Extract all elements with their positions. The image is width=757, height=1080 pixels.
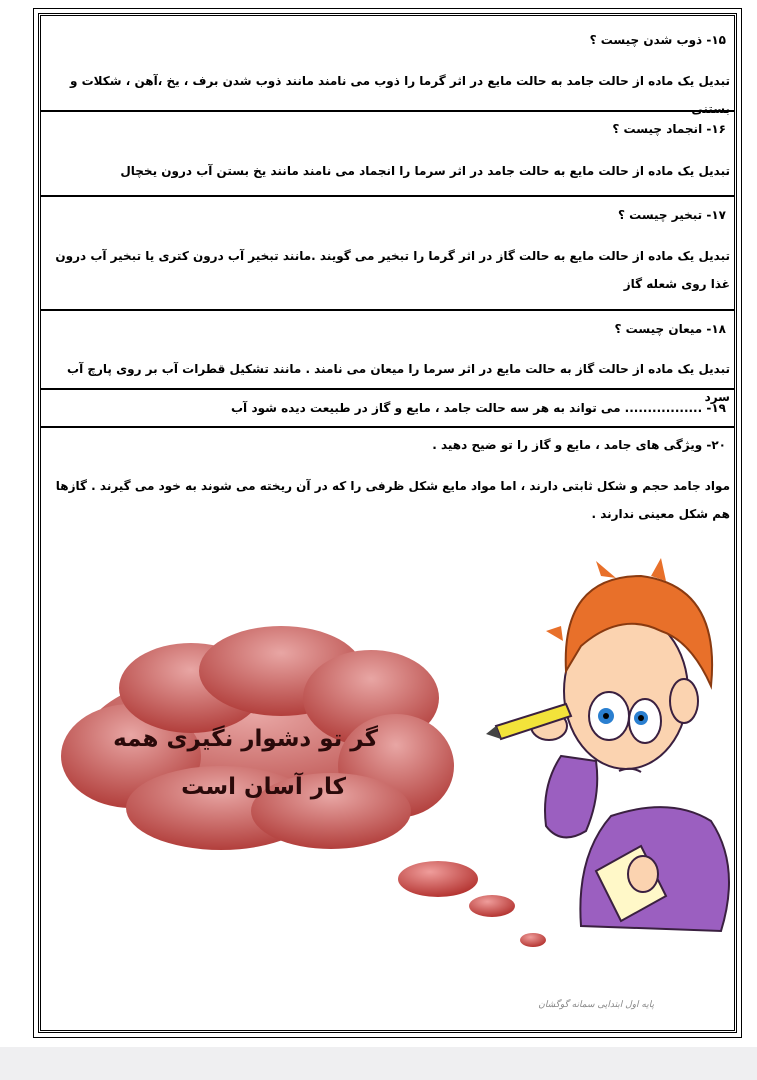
- worksheet-frame: [33, 8, 742, 1038]
- thinking-boy-illustration: [486, 558, 729, 931]
- page-bottom-strip: [0, 1047, 757, 1080]
- question-20-answer: مواد جامد حجم و شکل ثابتی دارند ، اما مواد مایع شکل ظرفی را که در آن ریخته می شوند به خود می گیرند . گازها هم شکل معینی ندارند .: [55, 479, 730, 521]
- thought-bubble-medium: [469, 895, 515, 917]
- question-18-answer: تبدیل یک ماده از حالت گاز به حالت مایع در اثر سرما را میعان می نامند . مانند تشکیل قطرات آب بر روی پارچ آب سرد: [67, 362, 730, 404]
- question-18-title: ۱۸- میعان چیست ؟: [614, 322, 726, 336]
- question-17-section: [41, 195, 734, 311]
- question-16-title: ۱۶- انجماد چیست ؟: [612, 122, 726, 136]
- question-19-title: ۱۹- ................. می تواند به هر سه حالت جامد ، مایع و گاز در طبیعت دیده شود .: [242, 401, 726, 415]
- thought-cloud-illustration: [41, 426, 741, 986]
- thought-bubble-small: [520, 933, 546, 947]
- question-20-section: [41, 426, 734, 1030]
- question-19-answer: آب: [231, 401, 248, 415]
- question-15-section: [41, 16, 734, 116]
- question-15-answer: تبدیل یک ماده از حالت جامد به حالت مایع در اثر گرما را ذوب می نامند مانند ذوب شدن برف ، یخ ،آهن ، شکلات و بستنی: [69, 74, 730, 116]
- question-17-answer: تبدیل یک ماده از حالت مایع به حالت گاز در اثر گرما را تبخیر می گویند .مانند تبخیر آب درون کتری یا تبخیر آب درون غذا روی شعله گاز: [55, 249, 730, 291]
- question-16-section: [41, 110, 734, 197]
- illustration-credit: پایه اول ابتدایی سمانه گوگشان: [538, 1000, 654, 1010]
- cloud-text-line-2: کار آسان است: [181, 774, 346, 800]
- question-19-section: [41, 388, 734, 428]
- question-15-title: ۱۵- ذوب شدن چیست ؟: [589, 33, 726, 47]
- question-16-answer: تبدیل یک ماده از حالت مایع به حالت جامد در اثر سرما را انجماد می نامند مانند یخ بستن آب درون یخچال: [120, 164, 730, 178]
- question-17-title: ۱۷- تبخیر چیست ؟: [617, 208, 726, 222]
- question-20-title: ۲۰- ویژگی های جامد ، مایع و گاز را تو ضیح دهید .: [432, 438, 726, 452]
- thought-bubble-large: [398, 861, 478, 897]
- worksheet-inner-frame: [38, 13, 737, 1033]
- question-18-section: [41, 309, 734, 404]
- cloud-text-line-1: گر تو دشوار نگیری همه: [113, 726, 378, 752]
